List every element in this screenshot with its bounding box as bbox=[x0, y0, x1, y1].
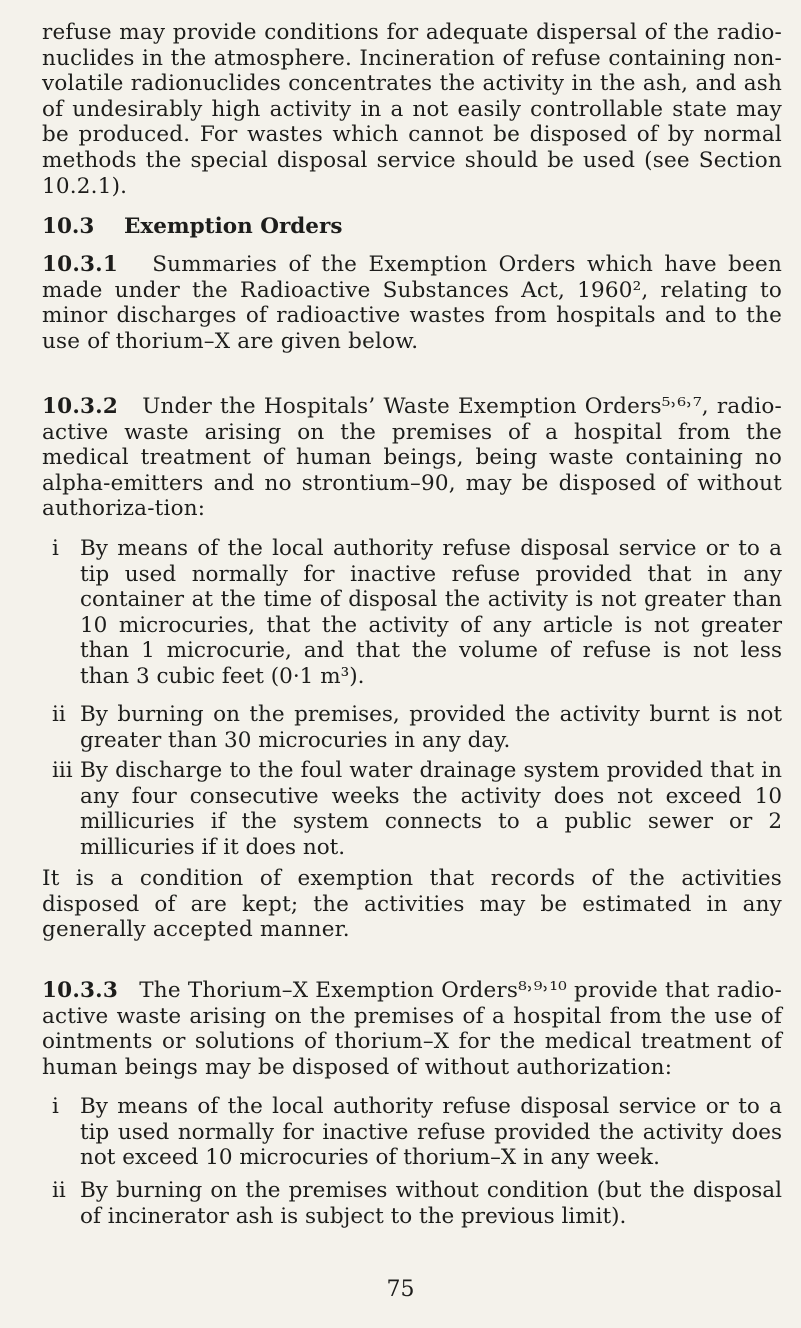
section-number: 10.3 bbox=[42, 214, 95, 239]
intro-paragraph: refuse may provide conditions for adequate dispersal of the radio-nuclides in the atmosphere. Incineration of refuse containing non-volatile radionuclides concentrates the activity in the ash, and ash of undesirably high activity in a not easily controllable state may be produced. For wastes which cannot be disposed of by normal methods the special disposal service should be used (see Section 10.2.1). bbox=[42, 20, 782, 199]
page-number: 75 bbox=[386, 1277, 415, 1302]
list-item-text: By burning on the premises, provided the activity burnt is not greater than 30 microcuries in any day. bbox=[80, 702, 782, 753]
list-marker: iii bbox=[52, 758, 73, 783]
list-marker: ii bbox=[52, 702, 66, 727]
paragraph-number: 10.3.2 bbox=[42, 394, 119, 419]
list-marker: i bbox=[52, 536, 59, 561]
paragraph-text: Under the Hospitals’ Waste Exemption Orders⁵˒⁶˒⁷, radio-active waste arising on the premises of a hospital from the medical treatment of human beings, being waste containing no alpha-emitters and no strontium–90, may be disposed of without authoriza-tion: bbox=[42, 394, 783, 522]
list-item-text: By burning on the premises without condition (but the disposal of incinerator ash is subject to the previous limit). bbox=[80, 1178, 782, 1229]
paragraph-number: 10.3.1 bbox=[42, 252, 119, 277]
paragraph-10-3-3 bbox=[42, 978, 782, 1080]
paragraph-number: 10.3.3 bbox=[42, 978, 119, 1003]
list-item-text: By means of the local authority refuse disposal service or to a tip used normally for inactive refuse provided that in any container at the time of disposal the activity is not greater than 10 microcuries, that the activity of any article is not greater than 1 microcurie, and that the volume of refuse is not less than 3 cubic feet (0·1 m³). bbox=[80, 536, 782, 689]
paragraph-text: The Thorium–X Exemption Orders⁸˒⁹˒¹⁰ provide that radio-active waste arising on the premises of a hospital from the use of ointments or solutions of thorium–X for the medical treatment of human beings may be disposed of without authorization: bbox=[42, 978, 782, 1080]
list-marker: i bbox=[52, 1094, 59, 1119]
paragraph-10-3-1 bbox=[42, 252, 782, 354]
section-heading bbox=[42, 214, 342, 240]
list-marker: ii bbox=[52, 1178, 66, 1203]
list-item-text: By means of the local authority refuse disposal service or to a tip used normally for inactive refuse provided the activity does not exceed 10 microcuries of thorium–X in any week. bbox=[80, 1094, 782, 1171]
list-item-text: By discharge to the foul water drainage system provided that in any four consecutive weeks the activity does not exceed 10 millicuries if the system connects to a public sewer or 2 millicuries if it does not. bbox=[80, 758, 782, 860]
closing-paragraph: It is a condition of exemption that records of the activities disposed of are kept; the activities may be estimated in any generally accepted manner. bbox=[42, 866, 782, 943]
paragraph-text: Summaries of the Exemption Orders which have been made under the Radioactive Substances Act, 1960², relating to minor discharges of radioactive wastes from hospitals and to the use of thorium–X are given below. bbox=[42, 252, 783, 354]
paragraph-10-3-2 bbox=[42, 394, 782, 522]
section-title: Exemption Orders bbox=[124, 214, 343, 239]
